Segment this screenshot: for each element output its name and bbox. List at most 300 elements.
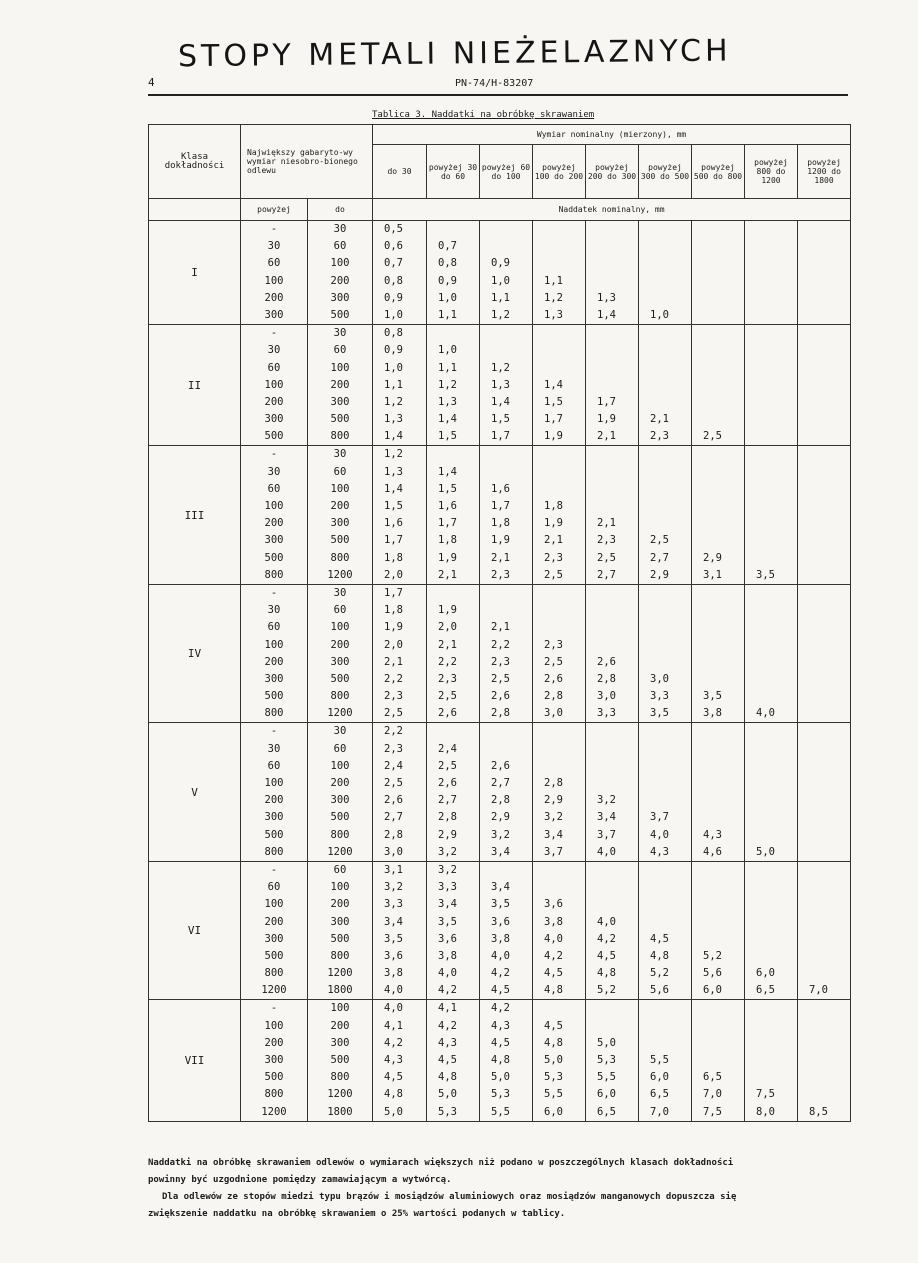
allowance-value: 3,7 — [650, 811, 669, 824]
allowance-value — [692, 637, 744, 654]
allowance-value: 4,5 — [597, 949, 616, 962]
allowance-value: 1,3 — [384, 413, 403, 426]
allowance-value: 1,2 — [491, 361, 510, 374]
allowance-value — [692, 931, 744, 948]
allowance-value: 6,0 — [756, 967, 775, 980]
allowance-value — [639, 481, 691, 498]
allowance-value — [745, 602, 797, 619]
allowance-value: 5,6 — [650, 984, 669, 997]
allowance-value — [692, 896, 744, 913]
allowance-value: 4,5 — [650, 932, 669, 945]
range-to-value: 30 — [333, 586, 347, 599]
range-to-value: 500 — [330, 672, 350, 685]
allowance-value — [798, 931, 850, 948]
allowance-value — [798, 515, 850, 532]
class-label: VII — [149, 1000, 241, 1121]
allowance-value — [798, 775, 850, 792]
allowance-value: 2,5 — [650, 534, 669, 547]
allowance-value: 1,0 — [491, 274, 510, 287]
allowance-value — [586, 255, 638, 272]
class-label: I — [149, 221, 241, 325]
allowance-value — [692, 307, 744, 324]
allowance-value: 4,0 — [756, 707, 775, 720]
allowance-value — [480, 585, 532, 602]
allowance-value — [798, 428, 850, 445]
allowance-value: 4,0 — [597, 915, 616, 928]
allowance-value — [586, 360, 638, 377]
allowance-column-cell — [745, 221, 798, 325]
allowance-value: 7,5 — [703, 1105, 722, 1118]
allowance-value — [798, 1052, 850, 1069]
allowance-value — [480, 325, 532, 342]
allowance-value — [745, 515, 797, 532]
range-from-value: 1200 — [261, 1105, 287, 1118]
allowance-value: 3,6 — [384, 949, 403, 962]
document-title: STOPY METALI NIEŻELAZNYCH — [177, 33, 732, 75]
range-to-value: 1800 — [327, 1105, 353, 1118]
allowance-value — [692, 498, 744, 515]
allowance-value: 4,5 — [384, 1071, 403, 1084]
range-to-value: 200 — [330, 378, 350, 391]
allowance-value — [533, 602, 585, 619]
allowance-value — [745, 307, 797, 324]
allowance-value — [798, 255, 850, 272]
allowance-value — [639, 602, 691, 619]
range-to-value: 800 — [330, 949, 350, 962]
allowance-value: 2,0 — [384, 638, 403, 651]
range-from-value: 500 — [264, 690, 284, 703]
range-from-value: 500 — [264, 828, 284, 841]
allowance-value: 1,7 — [384, 586, 403, 599]
range-from — [241, 584, 308, 723]
allowance-table-container — [148, 124, 850, 1122]
allowance-value — [745, 532, 797, 549]
range-from-value: 800 — [264, 1088, 284, 1101]
allowance-value: 4,0 — [438, 967, 457, 980]
allowance-value — [639, 723, 691, 740]
allowance-value: 2,5 — [491, 672, 510, 685]
range-from-value: 60 — [267, 881, 281, 894]
allowance-value — [639, 464, 691, 481]
allowance-value: 3,5 — [756, 568, 775, 581]
allowance-value: 4,0 — [384, 984, 403, 997]
allowance-column-cell — [692, 1000, 745, 1121]
allowance-value: 3,8 — [703, 707, 722, 720]
allowance-value: 4,2 — [384, 1036, 403, 1049]
allowance-value: 2,3 — [384, 690, 403, 703]
allowance-value: 1,3 — [438, 395, 457, 408]
allowance-value: 1,2 — [384, 395, 403, 408]
allowance-value: 1,2 — [491, 308, 510, 321]
allowance-column-cell — [745, 325, 798, 446]
range-to-value: 1200 — [327, 1088, 353, 1101]
allowance-value — [692, 325, 744, 342]
allowance-value: 3,2 — [491, 828, 510, 841]
range-to-value: 1800 — [327, 984, 353, 997]
allowance-value — [586, 481, 638, 498]
range-from-value: 60 — [267, 759, 281, 772]
allowance-value — [798, 221, 850, 238]
allowance-column-cell — [692, 221, 745, 325]
allowance-value: 3,4 — [491, 881, 510, 894]
range-to-value: 30 — [333, 448, 347, 461]
allowance-column-cell — [745, 861, 798, 1000]
allowance-value — [692, 515, 744, 532]
allowance-value — [639, 792, 691, 809]
allowance-value: 1,1 — [438, 361, 457, 374]
allowance-value — [692, 360, 744, 377]
class-label: III — [149, 446, 241, 585]
allowance-value: 1,7 — [384, 534, 403, 547]
range-to-value: 800 — [330, 690, 350, 703]
allowance-value: 2,7 — [650, 551, 669, 564]
range-to-value: 300 — [330, 794, 350, 807]
allowance-value — [692, 342, 744, 359]
allowance-value — [798, 741, 850, 758]
allowance-value — [798, 637, 850, 654]
allowance-value: 4,1 — [438, 1002, 457, 1015]
allowance-value: 1,4 — [544, 378, 563, 391]
range-to-value: 100 — [330, 881, 350, 894]
allowance-value: 5,3 — [438, 1105, 457, 1118]
allowance-value: 3,8 — [438, 949, 457, 962]
allowance-value — [745, 498, 797, 515]
allowance-value: 2,5 — [438, 690, 457, 703]
allowance-value: 1,0 — [384, 308, 403, 321]
allowance-value — [639, 325, 691, 342]
allowance-value: 2,1 — [438, 568, 457, 581]
allowance-value — [480, 446, 532, 463]
allowance-value — [798, 654, 850, 671]
range-from-value: 300 — [264, 932, 284, 945]
allowance-value — [692, 1018, 744, 1035]
allowance-value: 1,7 — [544, 413, 563, 426]
range-to-value: 60 — [333, 604, 347, 617]
range-to-value: 500 — [330, 811, 350, 824]
allowance-value: 1,0 — [438, 291, 457, 304]
allowance-value: 4,5 — [438, 1054, 457, 1066]
allowance-value: 0,8 — [384, 274, 403, 287]
allowance-table — [148, 124, 851, 1122]
allowance-value — [639, 637, 691, 654]
allowance-value: 3,5 — [650, 707, 669, 720]
allowance-value — [639, 896, 691, 913]
allowance-value: 2,1 — [491, 621, 510, 634]
header-do: do — [308, 199, 373, 221]
allowance-column-cell — [373, 723, 427, 862]
allowance-value — [692, 654, 744, 671]
allowance-value — [480, 862, 532, 879]
allowance-column-cell — [639, 325, 692, 446]
allowance-value — [798, 394, 850, 411]
allowance-value: 1,9 — [438, 604, 457, 617]
allowance-value: 4,8 — [544, 984, 563, 997]
allowance-value — [639, 255, 691, 272]
allowance-value: 4,2 — [491, 967, 510, 980]
allowance-value — [533, 446, 585, 463]
allowance-value — [480, 741, 532, 758]
allowance-value: 4,3 — [491, 1019, 510, 1032]
range-from-value: - — [270, 448, 278, 461]
allowance-value — [798, 809, 850, 826]
allowance-value: 2,3 — [544, 551, 563, 564]
allowance-value: 2,3 — [491, 568, 510, 581]
allowance-value: 2,7 — [491, 777, 510, 789]
allowance-value: 6,0 — [703, 984, 722, 997]
allowance-value: 4,5 — [491, 984, 510, 997]
range-to-value: 800 — [330, 551, 350, 564]
allowance-value: 6,5 — [756, 984, 775, 997]
allowance-value: 3,4 — [544, 828, 563, 841]
allowance-value — [798, 481, 850, 498]
allowance-value: 3,0 — [650, 672, 669, 685]
allowance-value — [586, 619, 638, 636]
allowance-value: 1,4 — [491, 395, 510, 408]
allowance-value: 2,1 — [544, 534, 563, 547]
range-from-value: - — [270, 725, 278, 738]
allowance-column-cell — [798, 1000, 851, 1121]
allowance-value: 2,6 — [544, 672, 563, 685]
allowance-value: 3,5 — [703, 690, 722, 703]
allowance-value — [480, 238, 532, 255]
allowance-value — [745, 360, 797, 377]
range-to-value: 100 — [330, 257, 350, 270]
allowance-value: 1,5 — [544, 395, 563, 408]
allowance-value: 2,1 — [438, 638, 457, 651]
allowance-value: 6,5 — [703, 1071, 722, 1084]
table-notes — [148, 1155, 848, 1223]
range-to-value: 300 — [330, 1036, 350, 1049]
allowance-value: 3,0 — [544, 707, 563, 720]
range-from-value: 300 — [264, 534, 284, 547]
allowance-value — [745, 654, 797, 671]
range-from — [241, 1000, 308, 1121]
allowance-column-cell — [373, 221, 427, 325]
allowance-value — [745, 1052, 797, 1069]
allowance-value: 0,9 — [384, 291, 403, 304]
allowance-value: 1,9 — [544, 430, 563, 443]
allowance-value: 2,1 — [491, 551, 510, 564]
table-row — [149, 325, 851, 446]
allowance-value — [586, 879, 638, 896]
allowance-value — [692, 1000, 744, 1017]
range-from-value: 500 — [264, 1071, 284, 1084]
range-to-value: 200 — [330, 274, 350, 287]
allowance-value: 1,4 — [384, 430, 403, 443]
allowance-value: 3,1 — [703, 568, 722, 581]
allowance-column-cell — [373, 584, 427, 723]
allowance-value — [427, 446, 479, 463]
allowance-column-cell — [639, 446, 692, 585]
range-to-value: 300 — [330, 291, 350, 304]
allowance-value — [639, 394, 691, 411]
allowance-value: 4,2 — [597, 932, 616, 945]
allowance-value: 2,9 — [438, 828, 457, 841]
allowance-value — [798, 290, 850, 307]
allowance-value — [692, 671, 744, 688]
allowance-value: 3,3 — [597, 707, 616, 720]
allowance-value — [798, 273, 850, 290]
column-header: powyżej 100 do 200 — [533, 145, 586, 199]
allowance-value: 2,6 — [597, 655, 616, 668]
allowance-value: 2,5 — [384, 777, 403, 789]
allowance-value — [798, 446, 850, 463]
allowance-value: 4,8 — [438, 1071, 457, 1084]
allowance-value — [692, 809, 744, 826]
range-to — [308, 584, 373, 723]
range-from-value: 60 — [267, 621, 281, 634]
allowance-value: 4,3 — [384, 1054, 403, 1066]
allowance-value — [533, 723, 585, 740]
allowance-value — [692, 723, 744, 740]
allowance-value: 5,5 — [491, 1105, 510, 1118]
allowance-value: 6,5 — [597, 1105, 616, 1118]
allowance-value: 4,0 — [597, 845, 616, 858]
allowance-value — [586, 585, 638, 602]
allowance-value: 2,3 — [438, 672, 457, 685]
allowance-value: 1,3 — [491, 378, 510, 391]
allowance-value — [692, 446, 744, 463]
allowance-value: 4,0 — [650, 828, 669, 841]
allowance-column-cell — [692, 584, 745, 723]
range-from-value: 60 — [267, 361, 281, 374]
range-from-value: 800 — [264, 568, 284, 581]
allowance-column-cell — [373, 446, 427, 585]
range-to-value: 300 — [330, 915, 350, 928]
allowance-value: 3,0 — [384, 845, 403, 858]
allowance-value — [745, 394, 797, 411]
allowance-value: 0,7 — [384, 257, 403, 270]
allowance-value — [745, 273, 797, 290]
allowance-value: 4,2 — [438, 1019, 457, 1032]
allowance-value — [692, 602, 744, 619]
allowance-value — [745, 325, 797, 342]
allowance-value: 6,0 — [650, 1071, 669, 1084]
allowance-value — [586, 342, 638, 359]
range-from-value: 500 — [264, 551, 284, 564]
range-to-value: 800 — [330, 1071, 350, 1084]
allowance-column-cell — [639, 1000, 692, 1121]
allowance-value: 1,2 — [384, 448, 403, 461]
allowance-column-cell — [692, 446, 745, 585]
allowance-value: 4,2 — [491, 1002, 510, 1015]
column-header: powyżej 60 do 100 — [480, 145, 533, 199]
range-to-value: 300 — [330, 655, 350, 668]
allowance-value: 4,6 — [703, 845, 722, 858]
allowance-value: 3,1 — [384, 863, 403, 876]
allowance-value: 3,0 — [597, 690, 616, 703]
range-to-value: 100 — [330, 1002, 350, 1015]
range-to-value: 800 — [330, 430, 350, 443]
allowance-column-cell — [798, 325, 851, 446]
allowance-value: 2,8 — [597, 672, 616, 685]
allowance-value — [586, 238, 638, 255]
range-from-value: 200 — [264, 1036, 284, 1049]
table-row — [149, 446, 851, 585]
allowance-value — [586, 741, 638, 758]
page-number: 4 — [148, 76, 155, 89]
column-header: powyżej 30 do 60 — [427, 145, 480, 199]
allowance-value — [533, 325, 585, 342]
allowance-value — [745, 481, 797, 498]
allowance-value: 2,7 — [597, 568, 616, 581]
allowance-value: 5,3 — [544, 1071, 563, 1084]
allowance-value — [745, 446, 797, 463]
allowance-value — [745, 862, 797, 879]
allowance-value — [533, 255, 585, 272]
range-from-value: 300 — [264, 811, 284, 824]
allowance-value — [480, 342, 532, 359]
allowance-value — [798, 965, 850, 982]
range-from-value: 100 — [264, 500, 284, 512]
allowance-value: 4,0 — [384, 1002, 403, 1015]
allowance-value — [745, 550, 797, 567]
allowance-value: 3,4 — [438, 898, 457, 911]
allowance-value: 2,8 — [491, 794, 510, 807]
range-to — [308, 325, 373, 446]
allowance-value — [586, 221, 638, 238]
table-row — [149, 723, 851, 862]
allowance-value: 5,6 — [703, 967, 722, 980]
allowance-value — [745, 411, 797, 428]
allowance-value — [533, 619, 585, 636]
allowance-value: 1,0 — [650, 308, 669, 321]
allowance-value — [639, 741, 691, 758]
allowance-value — [745, 688, 797, 705]
allowance-value — [533, 1000, 585, 1017]
allowance-value — [533, 879, 585, 896]
allowance-value: 7,0 — [650, 1105, 669, 1118]
class-label: VI — [149, 861, 241, 1000]
allowance-value — [692, 290, 744, 307]
allowance-column-cell — [373, 1000, 427, 1121]
range-from-value: 100 — [264, 274, 284, 287]
table-row — [149, 584, 851, 723]
allowance-value — [586, 862, 638, 879]
allowance-value — [639, 879, 691, 896]
allowance-value — [692, 879, 744, 896]
allowance-value: 1,5 — [438, 430, 457, 443]
allowance-value: 3,4 — [384, 915, 403, 928]
range-from-value: 100 — [264, 898, 284, 911]
allowance-value — [480, 602, 532, 619]
allowance-value — [692, 411, 744, 428]
allowance-value: 2,8 — [491, 707, 510, 720]
range-from-value: 800 — [264, 707, 284, 720]
range-to — [308, 1000, 373, 1121]
allowance-value — [692, 464, 744, 481]
range-from-value: - — [270, 327, 278, 340]
range-to-value: 500 — [330, 534, 350, 547]
range-to-value: 30 — [333, 223, 347, 235]
allowance-value: 4,3 — [438, 1036, 457, 1049]
allowance-value: 2,8 — [544, 777, 563, 789]
allowance-value — [586, 758, 638, 775]
allowance-value — [533, 221, 585, 238]
allowance-value — [798, 671, 850, 688]
allowance-value: 2,4 — [384, 759, 403, 772]
allowance-value: 4,5 — [544, 967, 563, 980]
allowance-value — [798, 342, 850, 359]
allowance-value: 1,4 — [384, 482, 403, 495]
range-to — [308, 221, 373, 325]
range-to-value: 500 — [330, 932, 350, 945]
allowance-value — [533, 758, 585, 775]
range-from-value: - — [270, 863, 278, 876]
allowance-value — [533, 360, 585, 377]
allowance-column-cell — [798, 723, 851, 862]
range-from-value: 200 — [264, 395, 284, 408]
